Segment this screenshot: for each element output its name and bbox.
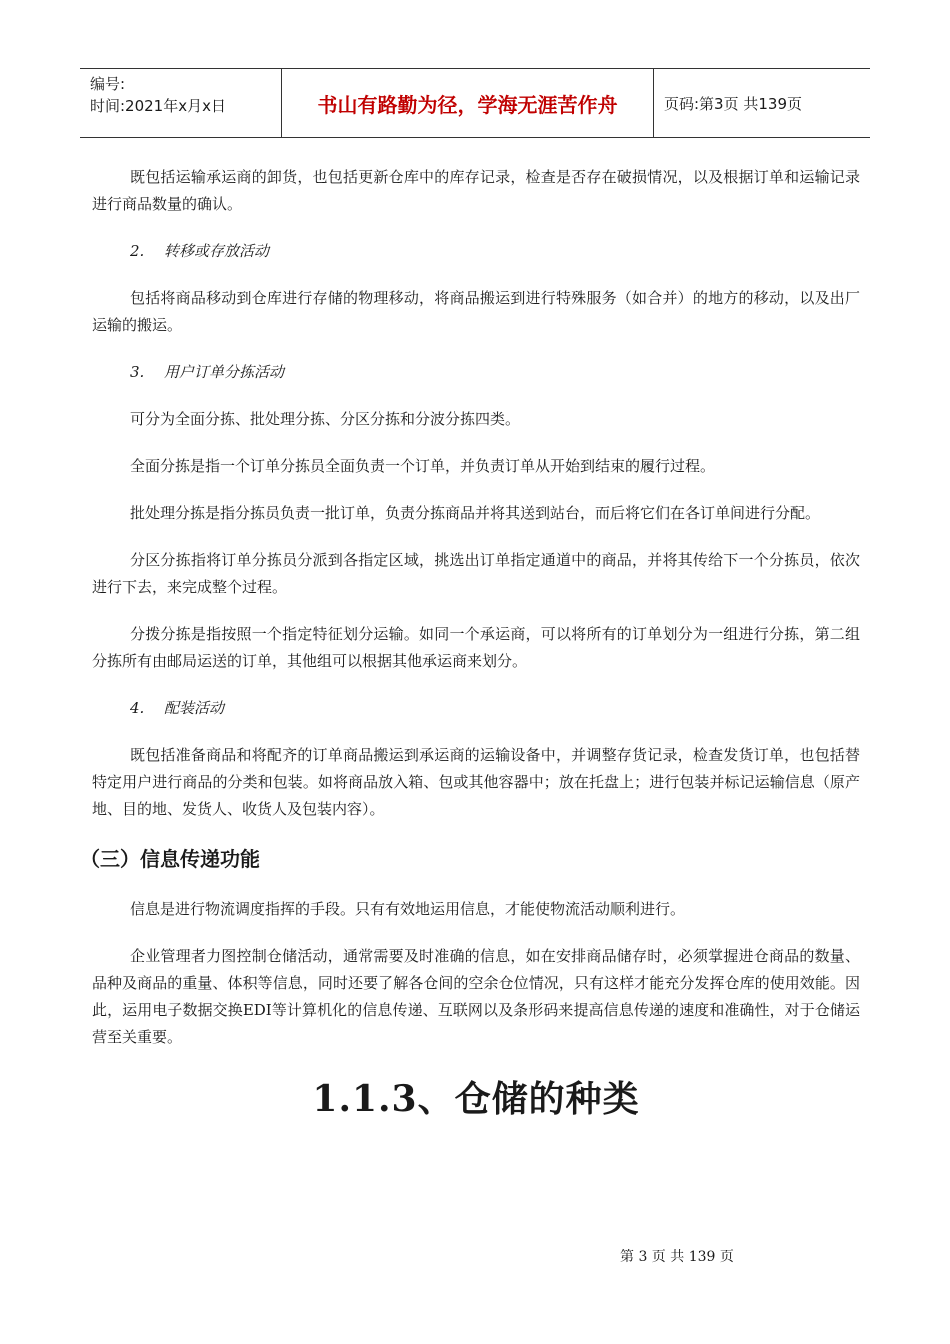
list-item-picking (92, 359, 860, 386)
list-item-transfer (92, 238, 860, 265)
paragraph: 企业管理者力图控制仓储活动，通常需要及时准确的信息，如在安排商品储存时，必须掌握进仓商品的数量、品种及商品的重量、体积等信息，同时还要了解各仓间的空余仓位情况，只有这样才能充分发挥仓库的使用效能。因此，运用电子数据交换EDI等计算机化的信息传递、互联网以及条形码来提高信息传递的速度和准确性，对于仓储运营至关重要。 (92, 947, 860, 1046)
time-label: 时间:2021年x月x日 (90, 97, 226, 115)
list-item-title: 用户订单分拣活动 (164, 363, 285, 381)
document-body (80, 164, 860, 1122)
code-label: 编号: (90, 75, 126, 93)
paragraph: 全面分拣是指一个订单分拣员全面负责一个订单，并负责订单从开始到结束的履行过程。 (130, 457, 716, 475)
motto: 书山有路勤为径，学海无涯苦作舟 (282, 69, 654, 137)
paragraph: 既包括准备商品和将配齐的订单商品搬运到承运商的运输设备中，并调整存货记录，检查发货订单，也包括替特定用户进行商品的分类和包装。如将商品放入箱、包或其他容器中；放在托盘上；进行包装并标记运输信息（原产地、目的地、发货人、收货人及包装内容）。 (92, 746, 860, 818)
paragraph: 既包括运输承运商的卸货，也包括更新仓库中的库存记录，检查是否存在破损情况，以及根据订单和运输记录进行商品数量的确认。 (92, 168, 860, 213)
header-meta-cell (80, 69, 282, 137)
footer-page-number: 第 3 页 共 139 页 (620, 1249, 734, 1265)
list-item-title: 转移或存放活动 (164, 242, 270, 260)
paragraph: 分拨分拣是指按照一个指定特征划分运输。如同一个承运商，可以将所有的订单划分为一组进行分拣，第二组分拣所有由邮局运送的订单，其他组可以根据其他承运商来划分。 (92, 625, 860, 670)
page-header (80, 68, 870, 138)
list-item-number: 4. (130, 699, 145, 717)
paragraph: 分区分拣指将订单分拣员分派到各指定区域，挑选出订单指定通道中的商品，并将其传给下一个分拣员，依次进行下去，来完成整个过程。 (92, 551, 860, 596)
header-page-info: 页码:第3页 共139页 (664, 94, 802, 113)
section-heading: 1.1.3、仓储的种类 (312, 1078, 640, 1120)
paragraph: 可分为全面分拣、批处理分拣、分区分拣和分波分拣四类。 (130, 410, 521, 428)
sub-heading: （三）信息传递功能 (80, 847, 260, 871)
paragraph: 包括将商品移动到仓库进行存储的物理移动，将商品搬运到进行特殊服务（如合并）的地方的移动，以及出厂运输的搬运。 (92, 289, 860, 334)
list-item-number: 2. (130, 242, 145, 260)
list-item-loading (92, 695, 860, 722)
paragraph: 批处理分拣是指分拣员负责一批订单，负责分拣商品并将其送到站台，而后将它们在各订单间进行分配。 (130, 504, 821, 522)
list-item-title: 配装活动 (164, 699, 225, 717)
paragraph: 信息是进行物流调度指挥的手段。只有有效地运用信息，才能使物流活动顺利进行。 (130, 900, 686, 918)
list-item-number: 3. (130, 363, 145, 381)
